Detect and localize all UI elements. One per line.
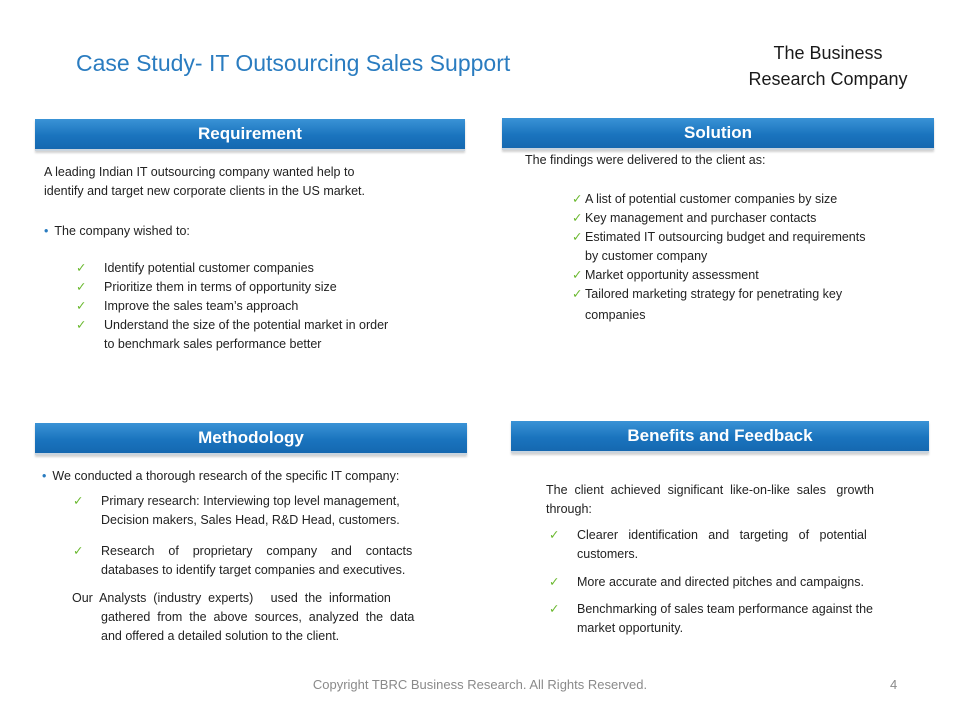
list-item-continuation: market opportunity.	[577, 621, 684, 635]
check-icon: ✓	[73, 494, 84, 508]
check-icon: ✓	[572, 268, 583, 282]
list-item: ✓ Prioritize them in terms of opportunity size	[104, 278, 464, 297]
company-name-line2: Research Company	[748, 69, 908, 89]
list-item-continuation: Decision makers, Sales Head, R&D Head, customers.	[101, 513, 400, 527]
benefits-item-3	[549, 600, 927, 638]
list-item: ✓ Clearer identification and targeting of potential	[577, 526, 927, 545]
company-name	[730, 40, 926, 92]
solution-intro: The findings were delivered to the client as:	[525, 153, 766, 167]
methodology-header: Methodology	[35, 423, 467, 455]
methodology-item-2	[73, 542, 462, 580]
list-item: ✓ Benchmarking of sales team performance against the	[577, 600, 927, 619]
requirement-wished-text: The company wished to:	[54, 224, 190, 238]
list-item: ✓ Key management and purchaser contacts	[585, 209, 925, 228]
check-icon: ✓	[76, 261, 87, 275]
list-item: ✓ More accurate and directed pitches and campaigns.	[577, 573, 927, 592]
requirement-wished	[44, 222, 190, 241]
benefits-intro	[546, 481, 926, 519]
list-item: ✓ Identify potential customer companies	[104, 259, 464, 278]
requirement-intro	[44, 163, 464, 201]
analysts-line3: and offered a detailed solution to the client.	[101, 629, 340, 643]
benefits-item-1	[549, 526, 927, 564]
check-icon: ✓	[73, 544, 84, 558]
analysts-line1: Our Analysts (industry experts) used the information	[72, 591, 391, 605]
list-item-continuation: customers.	[577, 547, 639, 561]
check-icon: ✓	[572, 287, 583, 301]
check-icon: ✓	[572, 192, 583, 206]
list-item: ✓ Market opportunity assessment	[585, 266, 925, 285]
analysts-line2: gathered from the above sources, analyzed the data	[101, 610, 415, 624]
page-number: 4	[890, 677, 898, 692]
list-item-continuation: companies	[585, 308, 646, 322]
benefits-intro-line1: The client achieved significant like-on-like sales growth	[546, 483, 874, 497]
check-icon: ✓	[572, 211, 583, 225]
list-item: ✓ Research of proprietary company and contacts	[101, 542, 462, 561]
list-item: ✓ Improve the sales team’s approach	[104, 297, 464, 316]
check-icon: ✓	[549, 575, 560, 589]
check-icon: ✓	[549, 602, 560, 616]
check-icon: ✓	[76, 299, 87, 313]
methodology-intro	[42, 467, 399, 486]
requirement-intro-line2: identify and target new corporate clients in the US market.	[44, 184, 365, 198]
page-title: Case Study- IT Outsourcing Sales Support	[76, 50, 511, 76]
requirement-intro-line1: A leading Indian IT outsourcing company wanted help to	[44, 165, 355, 179]
methodology-analysts	[72, 589, 464, 646]
list-item: ✓ A list of potential customer companies by size	[585, 190, 925, 209]
list-item: ✓ Tailored marketing strategy for penetrating key	[585, 285, 925, 304]
benefits-header: Benefits and Feedback	[511, 421, 929, 453]
requirement-header: Requirement	[35, 119, 465, 151]
list-item: ✓ Estimated IT outsourcing budget and requirements	[585, 228, 925, 247]
methodology-intro-text: We conducted a thorough research of the specific IT company:	[52, 469, 400, 483]
check-icon: ✓	[76, 318, 87, 332]
check-icon: ✓	[549, 528, 560, 542]
solution-header: Solution	[502, 118, 934, 150]
list-item-continuation: databases to identify target companies and executives.	[101, 563, 406, 577]
benefits-intro-line2: through:	[546, 502, 592, 516]
solution-list	[572, 190, 925, 325]
list-item-continuation: by customer company	[585, 249, 708, 263]
company-name-line1: The Business	[773, 43, 883, 63]
requirement-list	[76, 259, 464, 354]
list-item: ✓ Primary research: Interviewing top level management,	[101, 492, 462, 511]
check-icon: ✓	[76, 280, 87, 294]
benefits-item-2	[549, 573, 927, 592]
check-icon: ✓	[572, 230, 583, 244]
copyright-footer: Copyright TBRC Business Research. All Rights Reserved.	[312, 677, 648, 692]
list-item: ✓ Understand the size of the potential market in order	[104, 316, 464, 335]
list-item-continuation: to benchmark sales performance better	[104, 337, 322, 351]
methodology-item-1	[73, 492, 462, 530]
